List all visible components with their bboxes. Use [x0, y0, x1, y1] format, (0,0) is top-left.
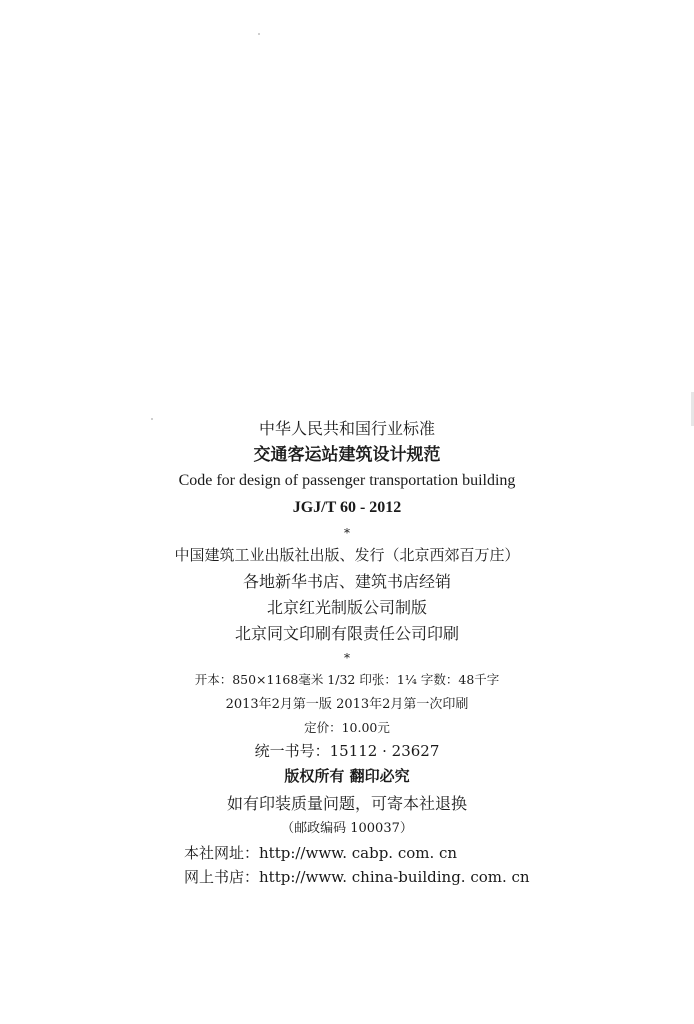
scan-speck [151, 418, 153, 420]
standard-code: JGJ/T 60 - 2012 [292, 499, 402, 516]
title-cn: 交通客运站建筑设计规范 [253, 445, 441, 465]
distributor: 各地新华书店、建筑书店经销 [242, 572, 451, 591]
online-store-website[interactable]: 网上书店：http://www. china-building. com. cn [184, 868, 530, 886]
publisher: 中国建筑工业出版社出版、发行（北京西郊百万庄） [174, 546, 520, 564]
print-specs: 开本：850×1168毫米 1/32 印张：1¼ 字数：48千字 [194, 672, 500, 687]
standard-type: 中华人民共和国行业标准 [258, 419, 435, 438]
quality-notice: 如有印装质量问题，可寄本社退换 [226, 794, 467, 813]
postal-code: （邮政编码 100037） [281, 821, 413, 836]
book-number: 统一书号：15112 · 23627 [254, 742, 440, 760]
separator-star: * [344, 526, 350, 540]
printer: 北京同文印刷有限责任公司印刷 [234, 624, 459, 643]
copyright-notice: 版权所有 翻印必究 [284, 767, 410, 785]
typesetter: 北京红光制版公司制版 [266, 598, 427, 617]
separator-star: * [344, 651, 350, 665]
title-en: Code for design of passenger transportation building [178, 472, 516, 489]
publisher-website[interactable]: 本社网址：http://www. cabp. com. cn [184, 844, 458, 862]
price: 定价：10.00元 [304, 720, 390, 735]
edition-info: 2013年2月第一版 2013年2月第一次印刷 [225, 697, 469, 712]
scan-speck [258, 33, 260, 35]
